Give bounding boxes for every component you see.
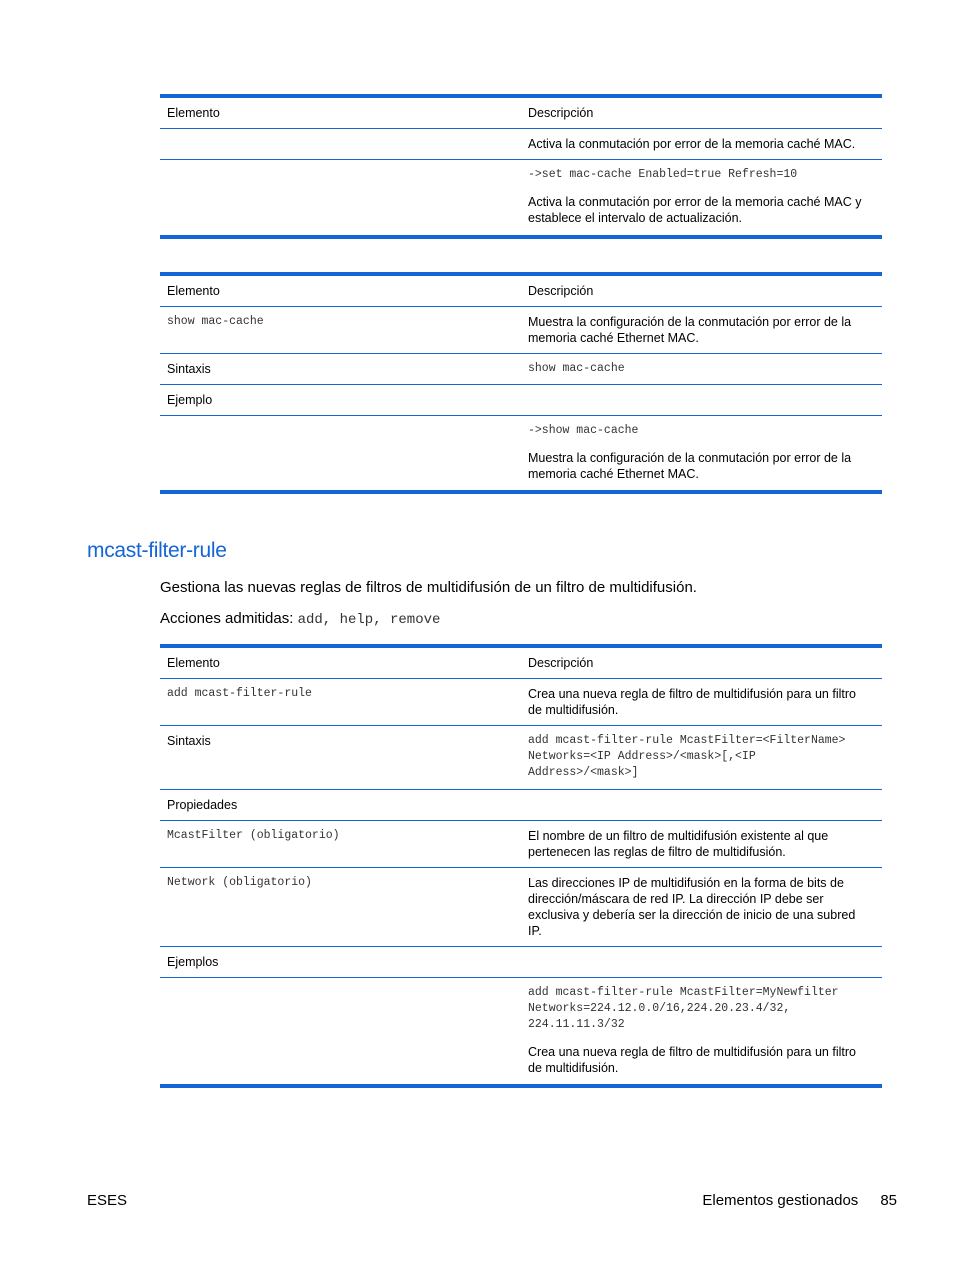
footer-section-name: Elementos gestionados bbox=[702, 1192, 859, 1209]
examples-label: Ejemplos bbox=[167, 955, 219, 969]
row-description: Crea una nueva regla de filtro de multidifusión para un filtro de multidifusión. bbox=[528, 687, 856, 717]
example-description: Muestra la configuración de la conmutación por error de la memoria caché Ethernet MAC. bbox=[528, 451, 852, 481]
actions-list: add, help, remove bbox=[297, 612, 441, 628]
table-row bbox=[160, 416, 882, 490]
table-row bbox=[160, 978, 882, 1084]
header-elemento: Elemento bbox=[167, 656, 220, 670]
section-title: mcast-filter-rule bbox=[87, 539, 227, 562]
table-header-row bbox=[160, 98, 882, 129]
supported-actions bbox=[160, 610, 440, 628]
table-row bbox=[160, 385, 882, 416]
table-row bbox=[160, 354, 882, 385]
example-command: ->show mac-cache bbox=[528, 424, 639, 437]
empty-cell bbox=[521, 947, 882, 977]
header-descripcion: Descripción bbox=[528, 656, 594, 670]
syntax-value: show mac-cache bbox=[528, 362, 625, 375]
table-header-row bbox=[160, 648, 882, 679]
example-description: Activa la conmutación por error de la memoria caché MAC y establece el intervalo de actualización. bbox=[528, 195, 862, 225]
example-command: add mcast-filter-rule McastFilter=MyNewfilter Networks=224.12.0.0/16,224.20.23.4/32, 224.11.11.3/32 bbox=[528, 986, 839, 1031]
row-description: Activa la conmutación por error de la memoria caché MAC. bbox=[528, 137, 856, 151]
actions-colon: : bbox=[289, 610, 294, 627]
empty-cell bbox=[521, 385, 882, 415]
table-row bbox=[160, 160, 882, 235]
section-intro: Gestiona las nuevas reglas de filtros de multidifusión de un filtro de multidifusión. bbox=[160, 579, 697, 596]
example-cell bbox=[521, 416, 882, 490]
example-label: Ejemplo bbox=[167, 393, 213, 407]
table-row bbox=[160, 947, 882, 978]
header-elemento: Elemento bbox=[167, 284, 220, 298]
syntax-value: add mcast-filter-rule McastFilter=<FilterName> Networks=<IP Address>/<mask>[,<IP Address>/<mask>] bbox=[528, 734, 846, 779]
example-description: Crea una nueva regla de filtro de multidifusión para un filtro de multidifusión. bbox=[528, 1045, 856, 1075]
table-header-row bbox=[160, 276, 882, 307]
table-row bbox=[160, 821, 882, 868]
header-elemento: Elemento bbox=[167, 106, 220, 120]
empty-cell bbox=[160, 978, 521, 1084]
header-descripcion: Descripción bbox=[528, 106, 594, 120]
example-command: ->set mac-cache Enabled=true Refresh=10 bbox=[528, 168, 798, 181]
syntax-label: Sintaxis bbox=[167, 362, 211, 376]
empty-cell bbox=[160, 416, 521, 490]
properties-label: Propiedades bbox=[167, 798, 238, 812]
table-row bbox=[160, 129, 882, 160]
footer-section bbox=[702, 1192, 897, 1209]
empty-cell bbox=[160, 160, 521, 235]
command-name: show mac-cache bbox=[167, 315, 264, 328]
table-row bbox=[160, 790, 882, 821]
row-description: Muestra la configuración de la conmutación por error de la memoria caché Ethernet MAC. bbox=[528, 315, 852, 345]
table-row bbox=[160, 868, 882, 947]
example-cell bbox=[521, 160, 882, 235]
footer-locale: ESES bbox=[87, 1192, 128, 1209]
property-name: McastFilter (obligatorio) bbox=[167, 829, 340, 842]
table-mcast-filter-rule bbox=[160, 644, 882, 1088]
page-number: 85 bbox=[880, 1192, 897, 1209]
table-row bbox=[160, 307, 882, 354]
table-row bbox=[160, 679, 882, 726]
header-descripcion: Descripción bbox=[528, 284, 594, 298]
property-description: El nombre de un filtro de multidifusión existente al que pertenecen las reglas de filtro de multidifusión. bbox=[528, 829, 829, 859]
table-show-mac-cache bbox=[160, 272, 882, 494]
actions-label: Acciones admitidas bbox=[160, 610, 290, 627]
empty-cell bbox=[521, 790, 882, 820]
example-cell bbox=[521, 978, 882, 1084]
command-name: add mcast-filter-rule bbox=[167, 687, 312, 700]
syntax-label: Sintaxis bbox=[167, 734, 211, 748]
property-name: Network (obligatorio) bbox=[167, 876, 312, 889]
property-description: Las direcciones IP de multidifusión en la forma de bits de dirección/máscara de red IP. La dirección IP debe ser exclusiva y debería ser la dirección de inicio de una subred IP. bbox=[528, 876, 856, 938]
empty-cell bbox=[160, 129, 521, 159]
table-mac-cache-set bbox=[160, 94, 882, 239]
table-row bbox=[160, 726, 882, 790]
